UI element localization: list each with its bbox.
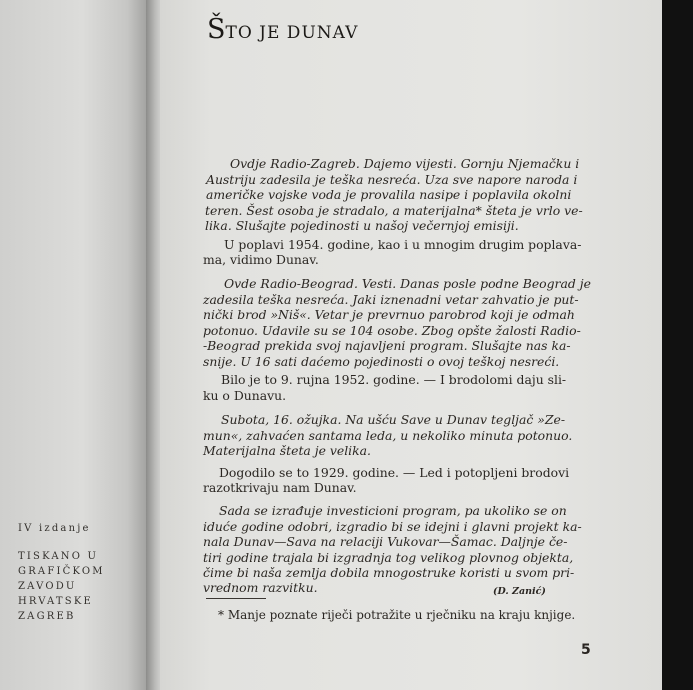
text-line: Subota, 16. ožujka. Na ušću Save u Dunav tegljač »Ze-: [221, 412, 566, 427]
imprint-line: GRAFIČKOM: [18, 566, 105, 577]
text-line: Ovde Radio-Beograd. Vesti. Danas posle podne Beograd je: [224, 276, 591, 291]
text-line: nala Dunav—Sava na relaciji Vukovar—Šamac. Daljnje če-: [203, 534, 568, 549]
chapter-title-rest: TO JE DUNAV: [225, 23, 359, 43]
footnote: * Manje poznate riječi potražite u rječniku na kraju knjige.: [218, 608, 576, 622]
text-line: lika. Slušajte pojedinosti u našoj večernjoj emisiji.: [205, 218, 519, 233]
text-line: čime bi naša zemlja dobila mnogostruke koristi u svom pri-: [203, 565, 575, 580]
text-line: vrednom razvitku.: [203, 580, 318, 595]
text-line: U poplavi 1954. godine, kao i u mnogim drugim poplava-: [224, 237, 582, 252]
text-line: ma, vidimo Dunav.: [203, 252, 319, 267]
text-line: Dogodilo se to 1929. godine. — Led i potopljeni brodovi: [219, 465, 570, 480]
text-line: mun«, zahvaćen santama leda, u nekoliko minuta potonuo.: [203, 428, 573, 443]
text-line: zadesila teška nesreća. Jaki iznenadni vetar zahvatio je put-: [203, 292, 579, 307]
text-line: Bilo je to 9. rujna 1952. godine. — I brodolomi daju sli-: [221, 372, 567, 387]
footnote-divider: [206, 598, 266, 599]
chapter-title: [207, 14, 358, 45]
text-line: Austriju zadesila je teška nesreća. Uza sve napore naroda i: [206, 172, 578, 187]
imprint-line: TISKANO U: [18, 551, 99, 562]
text-line: tiri godine trajala bi izgradnja tog velikog plovnog objekta,: [203, 550, 574, 565]
text-line: potonuo. Udavile su se 104 osobe. Zbog opšte žalosti Radio-: [203, 323, 581, 338]
text-line: iduće godine odobri, izgradio bi se idejni i glavni projekt ka-: [203, 519, 582, 534]
text-line: -Beograd prekida svoj najavljeni program. Slušajte nas ka-: [203, 338, 571, 353]
text-line: Sada se izrađuje investicioni program, pa ukoliko se on: [219, 503, 567, 518]
imprint-line: HRVATSKE: [18, 596, 94, 607]
text-line: razotkrivaju nam Dunav.: [203, 480, 357, 495]
text-line: snije. U 16 sati daćemo pojedinosti o ovoj teškoj nesreći.: [203, 354, 560, 369]
edition-label: IV izdanje: [18, 523, 91, 534]
imprint-line: ZAGREB: [18, 611, 76, 622]
text-line: ku o Dunavu.: [203, 388, 287, 403]
text-line: američke vojske voda je provalila nasipe i poplavila okolni: [206, 187, 572, 202]
text-line: teren. Šest osoba je stradalo, a materijalna* šteta je vrlo ve-: [205, 203, 583, 218]
page-number: 5: [581, 642, 591, 658]
text-line: nički brod »Niš«. Vetar je prevrnuo parobrod koji je odmah: [203, 307, 575, 322]
text-line: Ovdje Radio-Zagreb. Dajemo vijesti. Gornju Njemačku i: [230, 156, 580, 171]
author-signature: (D. Zanić): [493, 586, 546, 597]
background-edge: [662, 0, 693, 690]
imprint-line: ZAVODU: [18, 581, 77, 592]
chapter-title-initial: Š: [207, 14, 226, 45]
text-line: Materijalna šteta je velika.: [203, 443, 371, 458]
left-page: [0, 0, 150, 690]
